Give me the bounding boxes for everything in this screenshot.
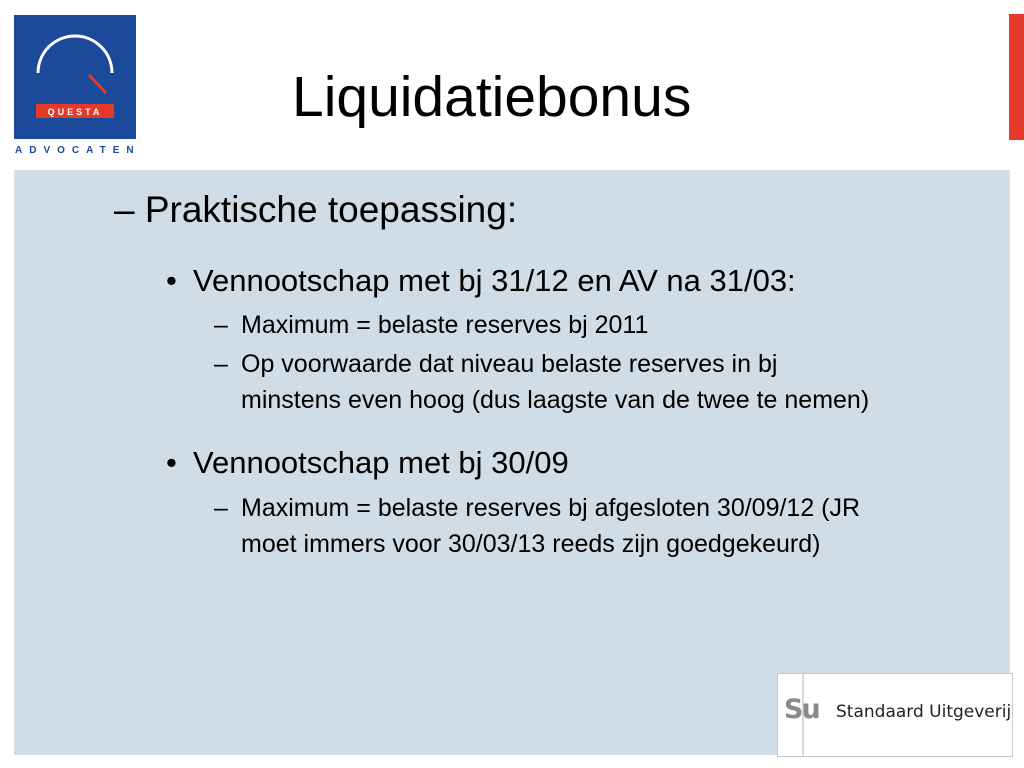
- questa-logo: [14, 15, 136, 139]
- content-panel: [14, 170, 1010, 755]
- bullet-text: Praktische toepassing:: [144, 189, 518, 230]
- publisher-name: Standaard Uitgeverij: [836, 702, 1012, 722]
- bullet-level1: [114, 188, 517, 232]
- dash-marker: –: [214, 494, 228, 522]
- bullet-text: Maximum = belaste reserves bj 2011: [241, 311, 649, 339]
- bullet-marker: •: [166, 263, 177, 298]
- slide-title: Liquidatiebonus: [292, 65, 692, 129]
- bullet-text-line1: Op voorwaarde dat niveau belaste reserves in bj: [241, 350, 778, 378]
- bullet-text-line1: Maximum = belaste reserves bj afgesloten 30/09/12 (JR: [241, 494, 861, 522]
- logo-wordmark: ADVOCATEN: [15, 145, 141, 156]
- bullet-text-line2: minstens even hoog (dus laagste van de twee te nemen): [241, 386, 870, 414]
- su-logo-mark: Su: [784, 694, 819, 725]
- bullet-marker: •: [166, 445, 177, 480]
- bullet-text: Vennootschap met bj 30/09: [193, 445, 569, 480]
- bullet-text: Vennootschap met bj 31/12 en AV na 31/03:: [193, 263, 796, 298]
- logo-badge-text: QUESTA: [47, 107, 103, 117]
- bullet-text-line2: moet immers voor 30/03/13 reeds zijn goedgekeurd): [241, 530, 821, 558]
- gauge-icon: [14, 15, 136, 139]
- dash-marker: –: [214, 311, 228, 339]
- publisher-logo: [777, 673, 1013, 757]
- dash-marker: –: [214, 350, 228, 378]
- accent-bar: [1009, 14, 1024, 140]
- dash-marker: –: [114, 189, 135, 230]
